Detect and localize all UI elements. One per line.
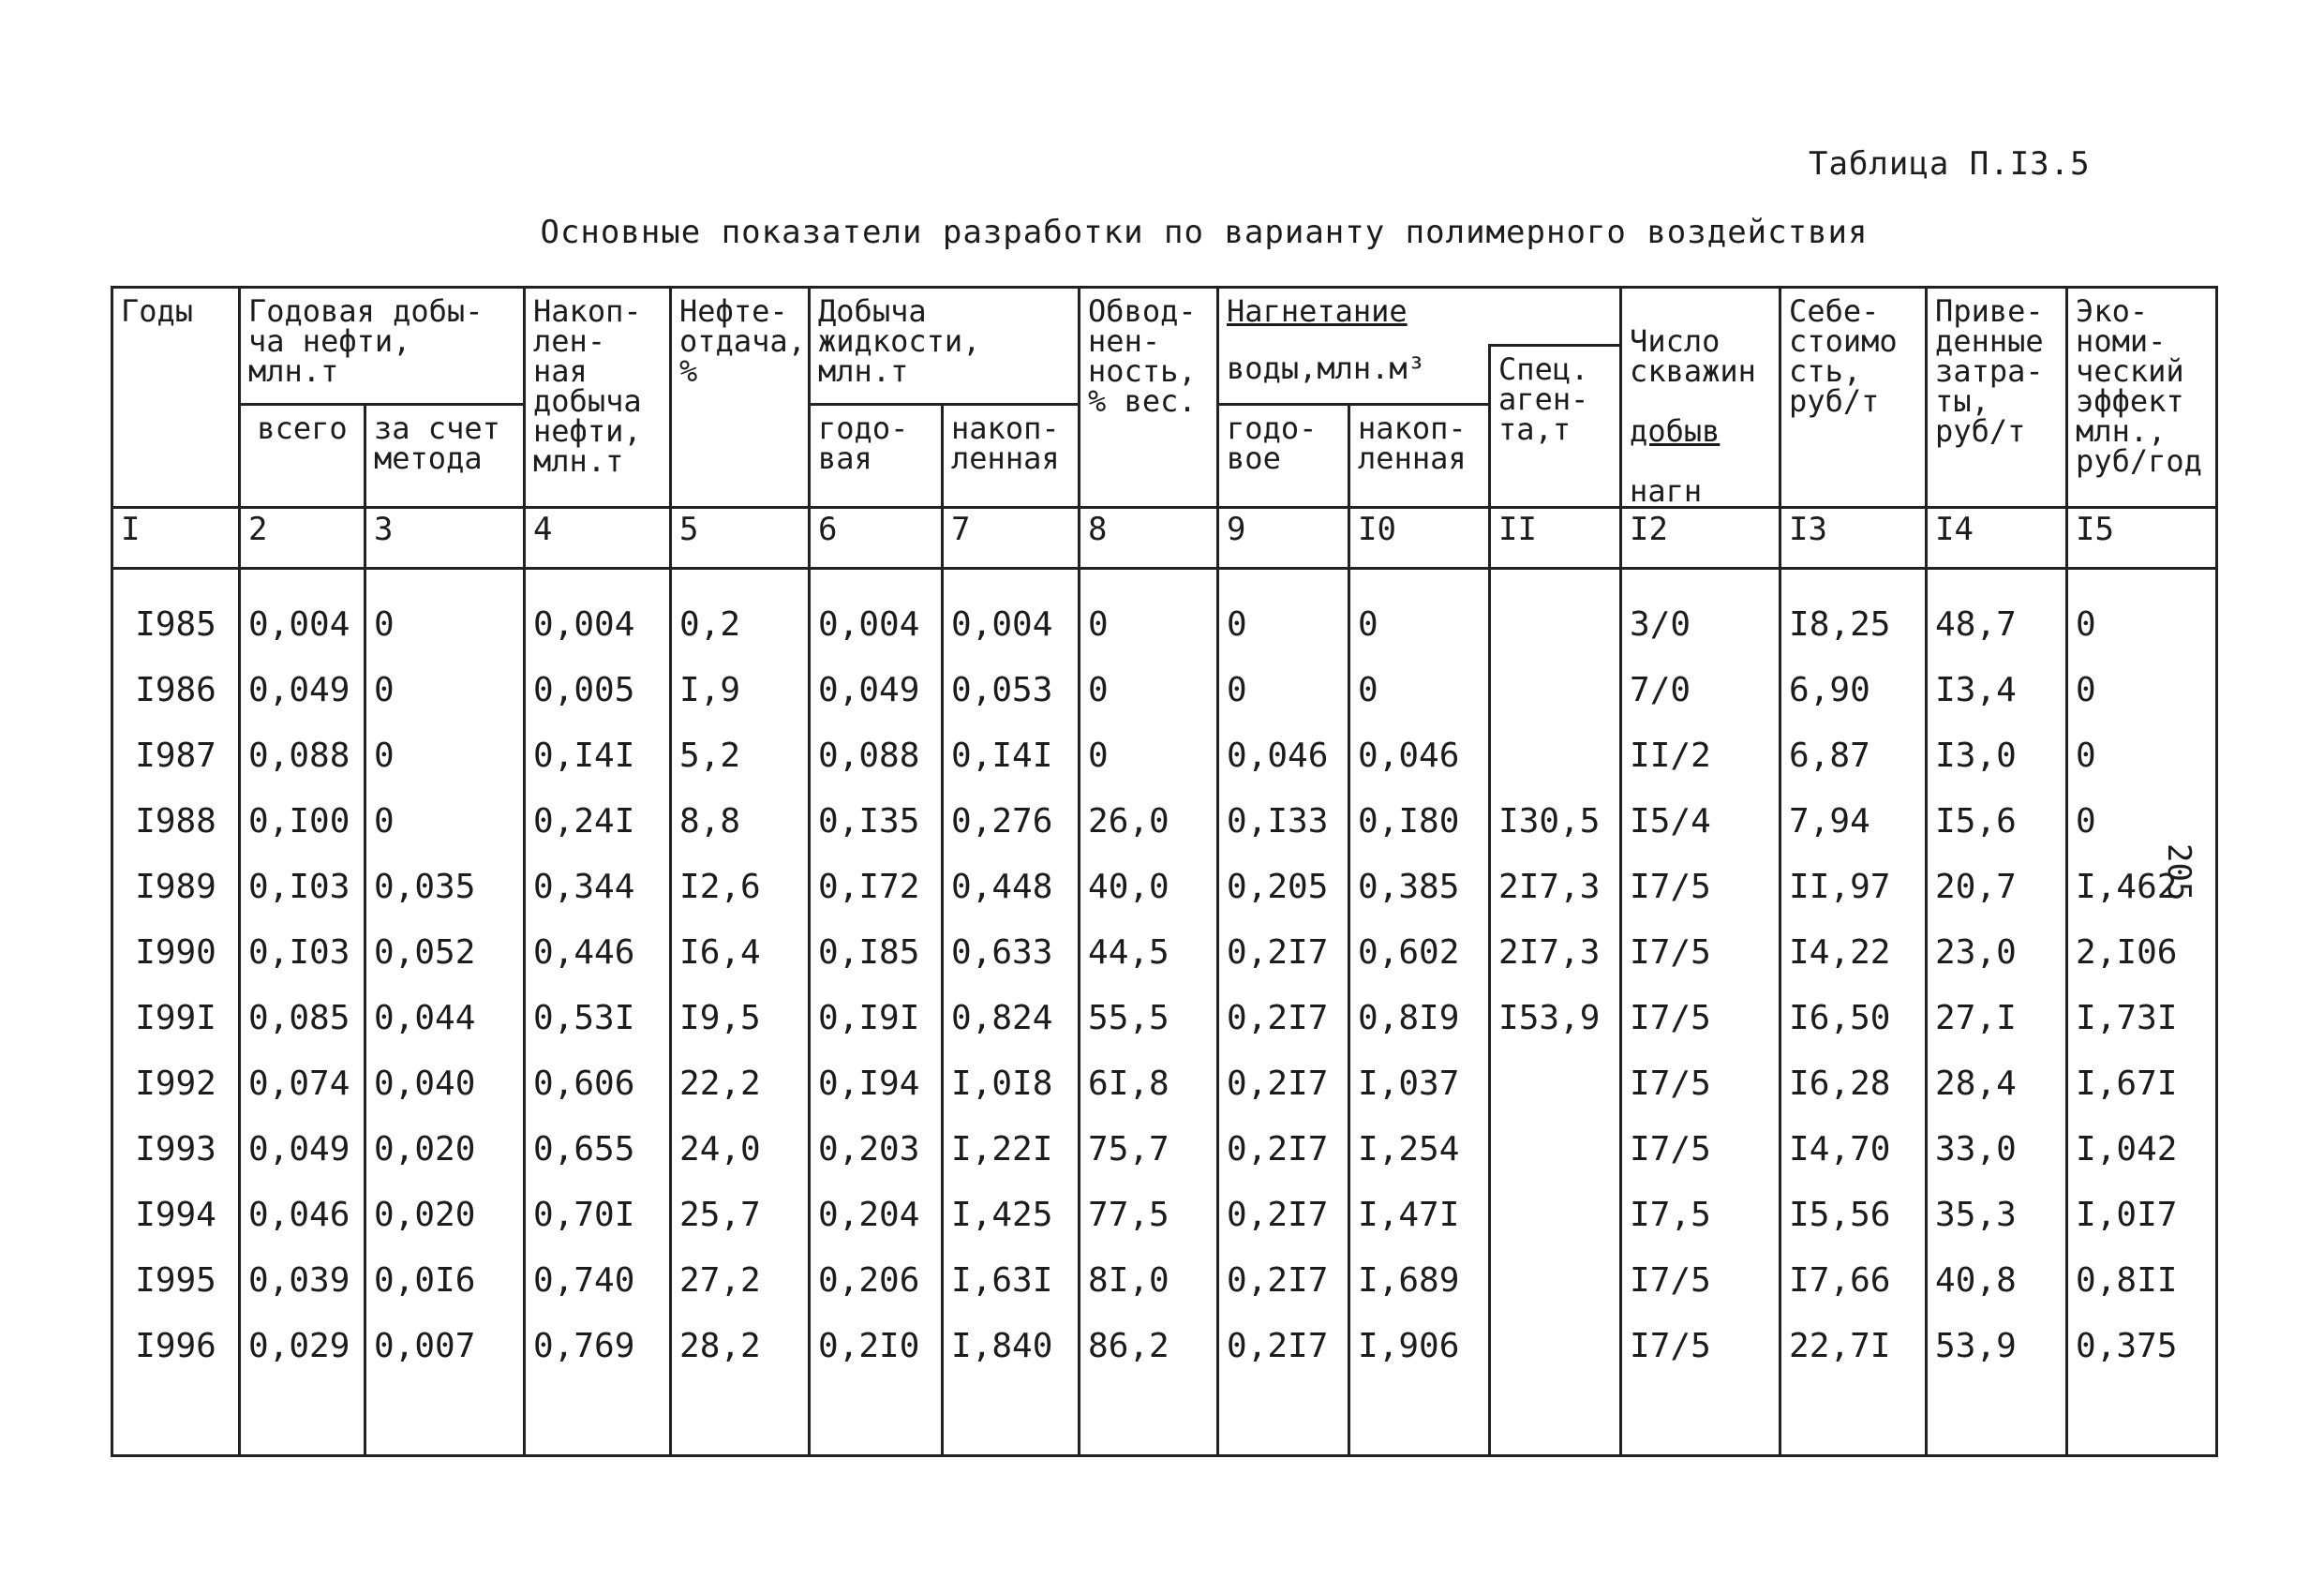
cell-cost: 22,7I — [1780, 1314, 1927, 1379]
cell-oil-method: 0 — [365, 723, 525, 789]
header-oil-annual: Годовая добы- ча нефти, млн.т — [240, 288, 525, 405]
cell-liquid-annual: 0,203 — [810, 1117, 943, 1183]
cell-oil-cumulative: 0,24I — [525, 789, 671, 855]
cell-water-cumulative: 0,602 — [1349, 920, 1490, 986]
table-row — [112, 789, 2217, 855]
column-numbers-row — [112, 508, 2217, 569]
cell-liquid-annual: 0,004 — [810, 569, 943, 659]
table-row — [112, 1183, 2217, 1248]
cell-water-cumulative: 0 — [1349, 569, 1490, 659]
cell-water-annual: 0 — [1218, 569, 1349, 659]
cell-effect: 0,8II — [2067, 1248, 2217, 1314]
column-number: I5 — [2067, 508, 2217, 569]
cell-liquid-annual: 0,I94 — [810, 1051, 943, 1117]
cell-oil-cumulative: 0,740 — [525, 1248, 671, 1314]
cell-cost: 6,90 — [1780, 658, 1927, 723]
header-recovery: Нефте- отдача, % — [671, 288, 810, 508]
cell-oil-method: 0,0I6 — [365, 1248, 525, 1314]
column-number: I2 — [1621, 508, 1780, 569]
cell-liquid-annual: 0,206 — [810, 1248, 943, 1314]
cell-liquid-cumulative: 0,633 — [943, 920, 1080, 986]
cell-water-annual: 0 — [1218, 658, 1349, 723]
cell-liquid-cumulative: I,840 — [943, 1314, 1080, 1379]
cell-watercut: 40,0 — [1080, 855, 1218, 920]
cell-wells: I7/5 — [1621, 920, 1780, 986]
cell-water-cumulative: I,906 — [1349, 1314, 1490, 1379]
cell-water-cumulative: I,037 — [1349, 1051, 1490, 1117]
cell-recovery: 25,7 — [671, 1183, 810, 1248]
header-liquid-annual: годо- вая — [810, 405, 943, 508]
cell-watercut: 26,0 — [1080, 789, 1218, 855]
cell-cost: 7,94 — [1780, 789, 1927, 855]
empty-cell — [1780, 1379, 1927, 1456]
development-indicators-table — [111, 286, 2218, 1457]
cell-oil-total: 0,004 — [240, 569, 365, 659]
cell-agent — [1490, 723, 1621, 789]
header-oil-method: за счет метода — [365, 405, 525, 508]
table-row — [112, 723, 2217, 789]
cell-year: I993 — [112, 1117, 240, 1183]
header-wells-label: Число скважин — [1630, 323, 1756, 389]
cell-liquid-annual: 0,I72 — [810, 855, 943, 920]
cell-oil-total: 0,049 — [240, 1117, 365, 1183]
cell-liquid-annual: 0,I35 — [810, 789, 943, 855]
table-row — [112, 658, 2217, 723]
cell-year: I985 — [112, 569, 240, 659]
cell-effect: 0 — [2067, 658, 2217, 723]
cell-oil-total: 0,046 — [240, 1183, 365, 1248]
cell-cost: II,97 — [1780, 855, 1927, 920]
cell-recovery: I,9 — [671, 658, 810, 723]
cell-water-cumulative: I,689 — [1349, 1248, 1490, 1314]
cell-effect: 0,375 — [2067, 1314, 2217, 1379]
cell-oil-total: 0,029 — [240, 1314, 365, 1379]
cell-oil-method: 0,020 — [365, 1183, 525, 1248]
header-oil-total: всего — [240, 405, 365, 508]
cell-watercut: 0 — [1080, 658, 1218, 723]
cell-liquid-cumulative: 0,004 — [943, 569, 1080, 659]
cell-watercut: 86,2 — [1080, 1314, 1218, 1379]
cell-recovery: 8,8 — [671, 789, 810, 855]
header-agent: Спец. аген- та,т — [1490, 346, 1621, 508]
cell-reduced-costs: 40,8 — [1927, 1248, 2067, 1314]
column-number: 5 — [671, 508, 810, 569]
cell-reduced-costs: I3,0 — [1927, 723, 2067, 789]
column-number: I — [112, 508, 240, 569]
cell-oil-total: 0,085 — [240, 986, 365, 1051]
cell-wells: I7/5 — [1621, 855, 1780, 920]
cell-effect: I,042 — [2067, 1117, 2217, 1183]
cell-wells: I7/5 — [1621, 986, 1780, 1051]
cell-year: I989 — [112, 855, 240, 920]
cell-oil-method: 0 — [365, 658, 525, 723]
table-row — [112, 569, 2217, 659]
column-number: 6 — [810, 508, 943, 569]
table-body — [112, 569, 2217, 1456]
header-watercut: Обвод- нен- ность, % вес. — [1080, 288, 1218, 508]
cell-cost: I6,28 — [1780, 1051, 1927, 1117]
cell-liquid-annual: 0,I85 — [810, 920, 943, 986]
cell-cost: I6,50 — [1780, 986, 1927, 1051]
cell-agent — [1490, 1248, 1621, 1314]
cell-oil-method: 0,040 — [365, 1051, 525, 1117]
table-row — [112, 855, 2217, 920]
cell-liquid-annual: 0,I9I — [810, 986, 943, 1051]
header-cost: Себе- стоимо сть, руб/т — [1780, 288, 1927, 508]
cell-oil-total: 0,049 — [240, 658, 365, 723]
header-reduced-costs: Приве- денные затра- ты, руб/т — [1927, 288, 2067, 508]
cell-oil-cumulative: 0,004 — [525, 569, 671, 659]
column-number: 7 — [943, 508, 1080, 569]
empty-cell — [1080, 1379, 1218, 1456]
table-bottom-spacer — [112, 1379, 2217, 1456]
cell-cost: I4,70 — [1780, 1117, 1927, 1183]
cell-year: I990 — [112, 920, 240, 986]
cell-oil-total: 0,074 — [240, 1051, 365, 1117]
column-number: 3 — [365, 508, 525, 569]
cell-wells: I7/5 — [1621, 1248, 1780, 1314]
column-number: I4 — [1927, 508, 2067, 569]
cell-cost: I5,56 — [1780, 1183, 1927, 1248]
empty-cell — [2067, 1379, 2217, 1456]
cell-oil-method: 0,020 — [365, 1117, 525, 1183]
cell-oil-cumulative: 0,53I — [525, 986, 671, 1051]
cell-reduced-costs: 35,3 — [1927, 1183, 2067, 1248]
cell-oil-cumulative: 0,446 — [525, 920, 671, 986]
cell-reduced-costs: 20,7 — [1927, 855, 2067, 920]
header-oil-cumulative: Накоп- лен- ная добыча нефти, млн.т — [525, 288, 671, 508]
column-number: 8 — [1080, 508, 1218, 569]
cell-recovery: 24,0 — [671, 1117, 810, 1183]
cell-oil-total: 0,039 — [240, 1248, 365, 1314]
cell-effect: 0 — [2067, 789, 2217, 855]
empty-cell — [1490, 1379, 1621, 1456]
cell-agent: I53,9 — [1490, 986, 1621, 1051]
cell-wells: I7/5 — [1621, 1117, 1780, 1183]
cell-watercut: 44,5 — [1080, 920, 1218, 986]
cell-year: I992 — [112, 1051, 240, 1117]
cell-water-cumulative: I,47I — [1349, 1183, 1490, 1248]
data-table-container — [111, 286, 2215, 1429]
cell-reduced-costs: I5,6 — [1927, 789, 2067, 855]
cell-oil-cumulative: 0,I4I — [525, 723, 671, 789]
cell-watercut: 6I,8 — [1080, 1051, 1218, 1117]
cell-reduced-costs: 23,0 — [1927, 920, 2067, 986]
cell-year: I996 — [112, 1314, 240, 1379]
column-number: I0 — [1349, 508, 1490, 569]
cell-water-cumulative: I,254 — [1349, 1117, 1490, 1183]
cell-liquid-cumulative: 0,276 — [943, 789, 1080, 855]
header-water-cumulative: накоп- ленная — [1349, 405, 1490, 508]
cell-year: I99I — [112, 986, 240, 1051]
cell-reduced-costs: 53,9 — [1927, 1314, 2067, 1379]
cell-water-cumulative: 0,8I9 — [1349, 986, 1490, 1051]
table-row — [112, 986, 2217, 1051]
cell-year: I995 — [112, 1248, 240, 1314]
header-liquid: Добыча жидкости, млн.т — [810, 288, 1080, 405]
cell-agent — [1490, 1051, 1621, 1117]
header-wells-prod: добыв — [1630, 413, 1721, 449]
header-wells-inj: нагн — [1630, 473, 1703, 508]
cell-liquid-cumulative: 0,824 — [943, 986, 1080, 1051]
cell-water-annual: 0,2I7 — [1218, 1314, 1349, 1379]
table-label: Таблица П.I3.5 — [1809, 145, 2091, 183]
header-effect: Эко- номи- ческий эффект млн., руб/год — [2067, 288, 2217, 508]
empty-cell — [1927, 1379, 2067, 1456]
cell-water-annual: 0,046 — [1218, 723, 1349, 789]
empty-cell — [112, 1379, 240, 1456]
cell-recovery: I9,5 — [671, 986, 810, 1051]
cell-wells: I7/5 — [1621, 1314, 1780, 1379]
cell-oil-cumulative: 0,344 — [525, 855, 671, 920]
cell-agent — [1490, 1183, 1621, 1248]
cell-oil-method: 0,044 — [365, 986, 525, 1051]
empty-cell — [525, 1379, 671, 1456]
cell-reduced-costs: 48,7 — [1927, 569, 2067, 659]
cell-watercut: 0 — [1080, 569, 1218, 659]
table-title: Основные показатели разработки по варианту полимерного воздействия — [540, 214, 1869, 251]
empty-cell — [943, 1379, 1080, 1456]
cell-wells: I7,5 — [1621, 1183, 1780, 1248]
cell-effect: I,0I7 — [2067, 1183, 2217, 1248]
cell-agent — [1490, 658, 1621, 723]
cell-agent — [1490, 1117, 1621, 1183]
cell-oil-method: 0 — [365, 569, 525, 659]
cell-wells: 3/0 — [1621, 569, 1780, 659]
table-row — [112, 920, 2217, 986]
empty-cell — [810, 1379, 943, 1456]
cell-water-cumulative: 0,046 — [1349, 723, 1490, 789]
cell-recovery: I6,4 — [671, 920, 810, 986]
cell-cost: I4,22 — [1780, 920, 1927, 986]
cell-liquid-annual: 0,2I0 — [810, 1314, 943, 1379]
cell-liquid-cumulative: I,0I8 — [943, 1051, 1080, 1117]
cell-effect: I,67I — [2067, 1051, 2217, 1117]
cell-water-annual: 0,2I7 — [1218, 920, 1349, 986]
cell-water-annual: 0,2I7 — [1218, 986, 1349, 1051]
cell-year: I986 — [112, 658, 240, 723]
cell-oil-method: 0,007 — [365, 1314, 525, 1379]
cell-liquid-annual: 0,088 — [810, 723, 943, 789]
cell-water-annual: 0,2I7 — [1218, 1117, 1349, 1183]
cell-watercut: 55,5 — [1080, 986, 1218, 1051]
cell-recovery: 27,2 — [671, 1248, 810, 1314]
cell-oil-method: 0,035 — [365, 855, 525, 920]
cell-agent — [1490, 569, 1621, 659]
cell-oil-method: 0 — [365, 789, 525, 855]
cell-oil-total: 0,I00 — [240, 789, 365, 855]
cell-water-cumulative: 0 — [1349, 658, 1490, 723]
cell-liquid-cumulative: I,425 — [943, 1183, 1080, 1248]
cell-oil-cumulative: 0,70I — [525, 1183, 671, 1248]
cell-oil-total: 0,I03 — [240, 855, 365, 920]
cell-agent: I30,5 — [1490, 789, 1621, 855]
cell-water-cumulative: 0,I80 — [1349, 789, 1490, 855]
cell-wells: 7/0 — [1621, 658, 1780, 723]
cell-recovery: 28,2 — [671, 1314, 810, 1379]
cell-water-annual: 0,2I7 — [1218, 1051, 1349, 1117]
column-number: I3 — [1780, 508, 1927, 569]
cell-oil-cumulative: 0,606 — [525, 1051, 671, 1117]
header-water-annual: годо- вое — [1218, 405, 1349, 508]
cell-oil-total: 0,I03 — [240, 920, 365, 986]
cell-year: I988 — [112, 789, 240, 855]
cell-water-annual: 0,205 — [1218, 855, 1349, 920]
header-liquid-cumulative: накоп- ленная — [943, 405, 1080, 508]
cell-watercut: 77,5 — [1080, 1183, 1218, 1248]
cell-year: I994 — [112, 1183, 240, 1248]
cell-liquid-cumulative: 0,053 — [943, 658, 1080, 723]
cell-water-cumulative: 0,385 — [1349, 855, 1490, 920]
cell-liquid-cumulative: 0,448 — [943, 855, 1080, 920]
cell-liquid-annual: 0,204 — [810, 1183, 943, 1248]
cell-cost: 6,87 — [1780, 723, 1927, 789]
header-water: воды,млн.м³ — [1218, 346, 1490, 405]
column-number: 9 — [1218, 508, 1349, 569]
empty-cell — [1621, 1379, 1780, 1456]
page-number: 205 — [2160, 843, 2197, 901]
header-wells — [1621, 288, 1780, 508]
cell-reduced-costs: I3,4 — [1927, 658, 2067, 723]
table-row — [112, 1051, 2217, 1117]
cell-reduced-costs: 28,4 — [1927, 1051, 2067, 1117]
cell-oil-cumulative: 0,005 — [525, 658, 671, 723]
empty-cell — [671, 1379, 810, 1456]
column-number: 2 — [240, 508, 365, 569]
cell-effect: I,73I — [2067, 986, 2217, 1051]
table-row — [112, 1117, 2217, 1183]
header-injection — [1218, 288, 1621, 346]
cell-oil-total: 0,088 — [240, 723, 365, 789]
cell-oil-cumulative: 0,655 — [525, 1117, 671, 1183]
cell-water-annual: 0,I33 — [1218, 789, 1349, 855]
cell-watercut: 0 — [1080, 723, 1218, 789]
cell-year: I987 — [112, 723, 240, 789]
empty-cell — [365, 1379, 525, 1456]
cell-recovery: 0,2 — [671, 569, 810, 659]
empty-cell — [1349, 1379, 1490, 1456]
cell-watercut: 75,7 — [1080, 1117, 1218, 1183]
column-number: 4 — [525, 508, 671, 569]
empty-cell — [1218, 1379, 1349, 1456]
cell-effect: 0 — [2067, 569, 2217, 659]
cell-recovery: 5,2 — [671, 723, 810, 789]
cell-reduced-costs: 33,0 — [1927, 1117, 2067, 1183]
table-row — [112, 1314, 2217, 1379]
cell-watercut: 8I,0 — [1080, 1248, 1218, 1314]
empty-cell — [240, 1379, 365, 1456]
cell-recovery: 22,2 — [671, 1051, 810, 1117]
cell-cost: I7,66 — [1780, 1248, 1927, 1314]
cell-agent — [1490, 1314, 1621, 1379]
cell-effect: 2,I06 — [2067, 920, 2217, 986]
cell-cost: I8,25 — [1780, 569, 1927, 659]
cell-agent: 2I7,3 — [1490, 920, 1621, 986]
cell-wells: II/2 — [1621, 723, 1780, 789]
header-injection-label: Нагнетание — [1227, 293, 1408, 329]
cell-liquid-cumulative: 0,I4I — [943, 723, 1080, 789]
cell-liquid-cumulative: I,63I — [943, 1248, 1080, 1314]
cell-liquid-cumulative: I,22I — [943, 1117, 1080, 1183]
header-years: Годы — [112, 288, 240, 508]
cell-reduced-costs: 27,I — [1927, 986, 2067, 1051]
cell-agent: 2I7,3 — [1490, 855, 1621, 920]
cell-water-annual: 0,2I7 — [1218, 1183, 1349, 1248]
cell-effect: I,462 — [2067, 855, 2217, 920]
cell-water-annual: 0,2I7 — [1218, 1248, 1349, 1314]
table-row — [112, 1248, 2217, 1314]
cell-wells: I5/4 — [1621, 789, 1780, 855]
column-number: II — [1490, 508, 1621, 569]
cell-recovery: I2,6 — [671, 855, 810, 920]
cell-wells: I7/5 — [1621, 1051, 1780, 1117]
cell-oil-cumulative: 0,769 — [525, 1314, 671, 1379]
cell-effect: 0 — [2067, 723, 2217, 789]
cell-oil-method: 0,052 — [365, 920, 525, 986]
cell-liquid-annual: 0,049 — [810, 658, 943, 723]
